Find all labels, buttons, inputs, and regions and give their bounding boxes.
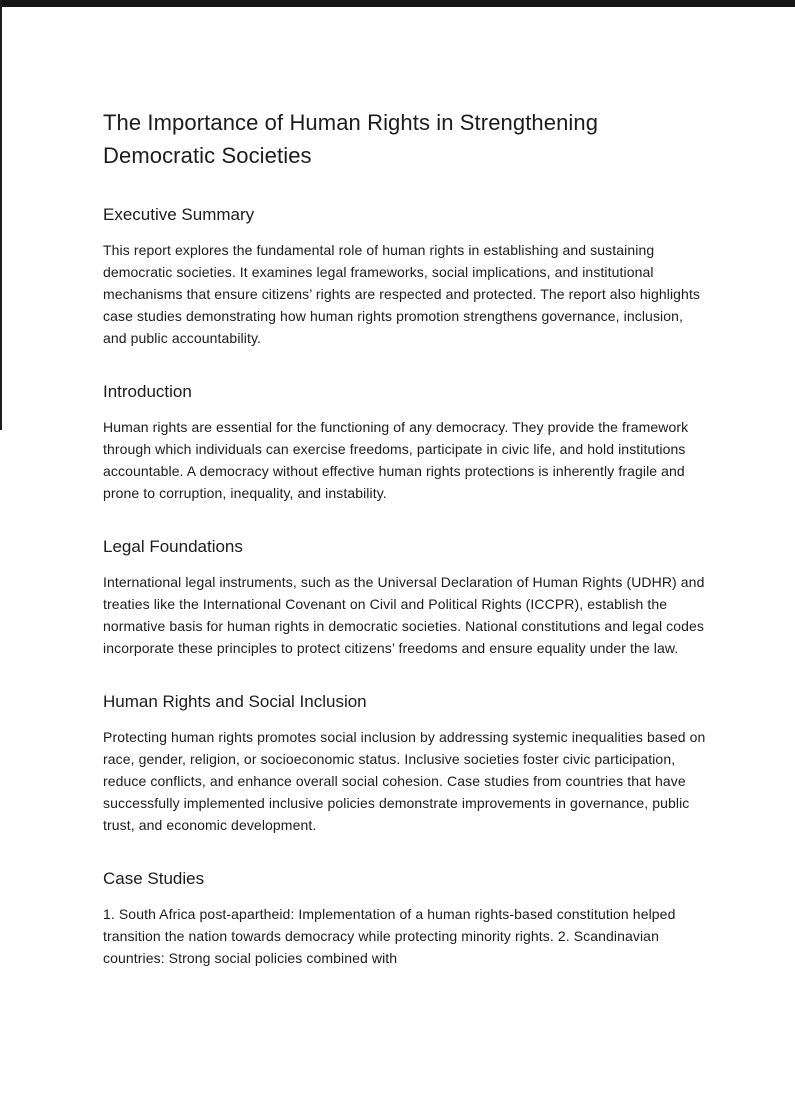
section-heading: Human Rights and Social Inclusion bbox=[103, 692, 367, 711]
section-paragraph: Human rights are essential for the functioning of any democracy. They provide the framework through which individuals can exercise freedoms, participate in civic life, and hold institutions accountable. A democracy without effective human rights protections is inherently fragile and prone to corruption, inequality, and instability. bbox=[103, 419, 689, 501]
document-section bbox=[103, 536, 710, 659]
section-heading: Introduction bbox=[103, 382, 192, 401]
document-title: The Importance of Human Rights in Strengthening Democratic Societies bbox=[103, 110, 599, 168]
document-sections bbox=[103, 204, 710, 969]
section-heading: Case Studies bbox=[103, 869, 205, 888]
section-paragraph: Protecting human rights promotes social inclusion by addressing systemic inequalities based on race, gender, religion, or socioeconomic status. Inclusive societies foster civic participation, reduce conflicts, and enhance overall social cohesion. Case studies from countries that have successfully implemented inclusive policies demonstrate improvements in governance, public trust, and economic development. bbox=[103, 729, 706, 833]
section-paragraph: International legal instruments, such as the Universal Declaration of Human Rights (UDHR) and treaties like the International Covenant on Civil and Political Rights (ICCPR), establish the normative basis for human rights in democratic societies. National constitutions and legal codes incorporate these principles to protect citizens’ freedoms and ensure equality under the law. bbox=[103, 574, 705, 656]
document-section bbox=[103, 204, 710, 349]
section-paragraph: This report explores the fundamental role of human rights in establishing and sustaining democratic societies. It examines legal frameworks, social implications, and institutional mechanisms that ensure citizens’ rights are respected and protected. The report also highlights case studies demonstrating how human rights promotion strengthens governance, inclusion, and public accountability. bbox=[103, 242, 701, 346]
section-paragraph: 1. South Africa post-apartheid: Implementation of a human rights-based constitution helped transition the nation towards democracy while protecting minority rights. 2. Scandinavian countries: Strong social policies combined with bbox=[103, 906, 676, 966]
document-section bbox=[103, 868, 710, 969]
section-heading: Executive Summary bbox=[103, 205, 255, 224]
document-section bbox=[103, 381, 710, 504]
section-heading: Legal Foundations bbox=[103, 537, 243, 556]
document-section bbox=[103, 691, 710, 836]
